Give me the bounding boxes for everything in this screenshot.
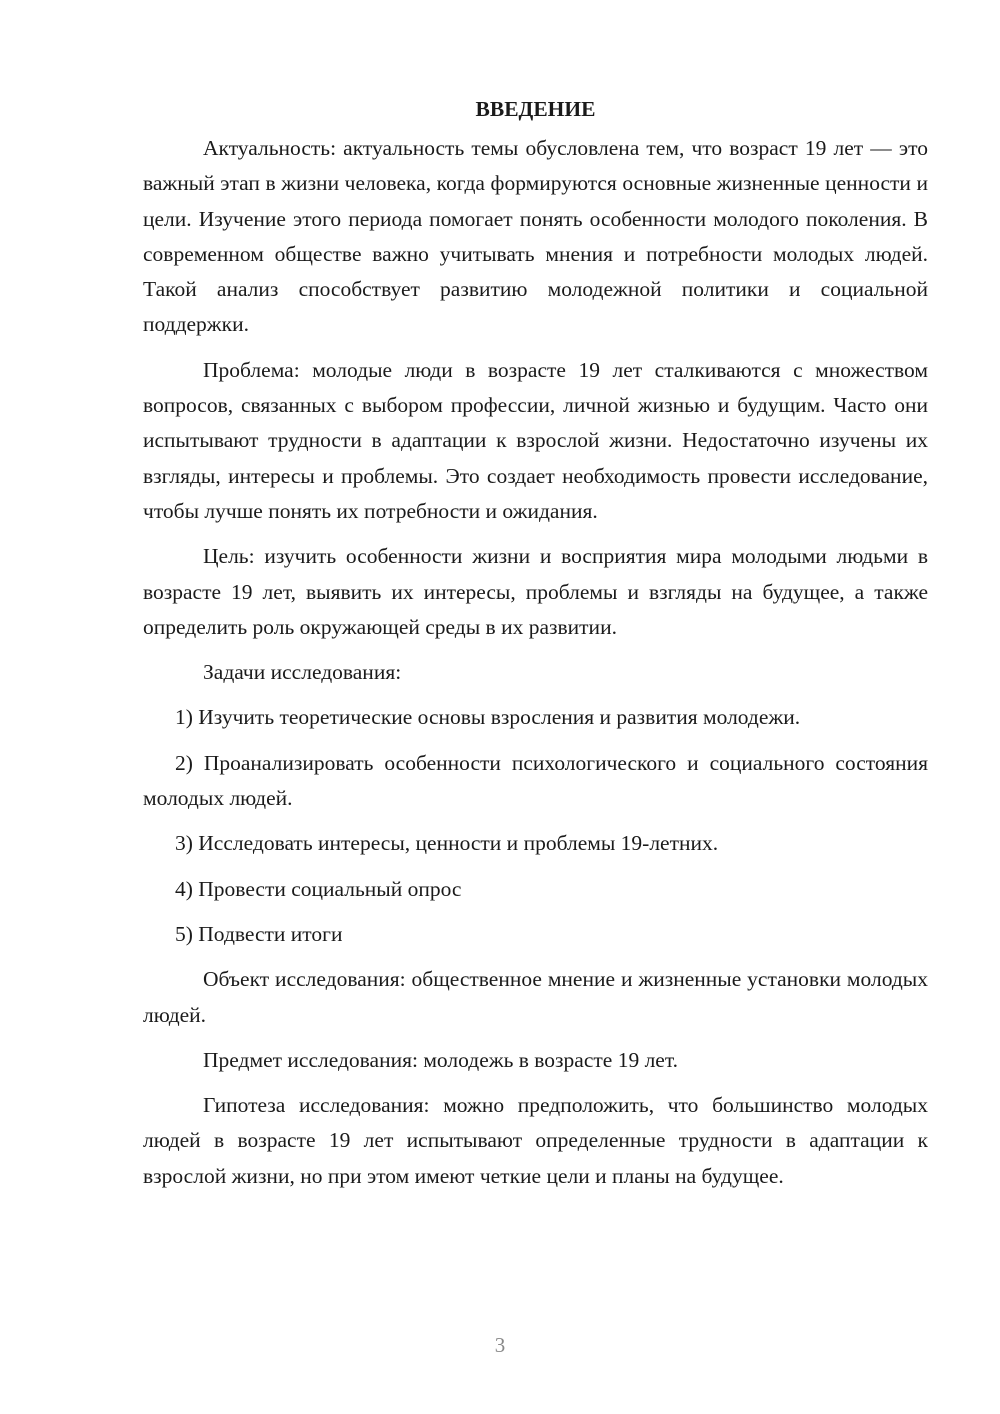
paragraph-goal: Цель: изучить особенности жизни и восприятия мира молодыми людьми в возрасте 19 лет, выявить их интересы, проблемы и взгляды на будущее, а также определить роль окружающей среды в их развитии. [143,544,928,639]
section-title: ВВЕДЕНИЕ [475,97,596,121]
document-body [143,92,928,1194]
paragraph-object: Объект исследования: общественное мнение и жизненные установки молодых людей. [143,967,928,1027]
paragraph-problem: Проблема: молодые люди в возрасте 19 лет сталкиваются с множеством вопросов, связанных с выбором профессии, личной жизнью и будущим. Часто они испытывают трудности в адаптации к взрослой жизни. Недостаточно изучены их взгляды, интересы и проблемы. Это создает необходимость провести исследование, чтобы лучше понять их потребности и ожидания. [143,357,928,523]
page-number: 3 [494,1333,506,1357]
paragraph-subject: Предмет исследования: молодежь в возрасте 19 лет. [203,1047,678,1072]
task-item: 5) Подвести итоги [175,921,343,946]
paragraph-hypothesis: Гипотеза исследования: можно предположить, что большинство молодых людей в возрасте 19 лет испытывают определенные трудности в адаптации к взрослой жизни, но при этом имеют четкие цели и планы на будущее. [143,1093,928,1188]
tasks-heading: Задачи исследования: [203,660,402,685]
task-item: 1) Изучить теоретические основы взросления и развития молодежи. [175,705,801,730]
task-item: 4) Провести социальный опрос [175,876,462,901]
task-item: 2) Проанализировать особенности психологического и социального состояния молодых людей. [143,750,928,811]
task-item: 3) Исследовать интересы, ценности и проблемы 19-летних. [175,831,719,856]
paragraph-relevance: Актуальность: актуальность темы обусловлена тем, что возраст 19 лет — это важный этап в жизни человека, когда формируются основные жизненные ценности и цели. Изучение этого периода помогает понять особенности молодого поколения. В современном обществе важно учитывать мнения и потребности молодых людей. Такой анализ способствует развитию молодежной политики и социальной поддержки. [143,136,928,337]
